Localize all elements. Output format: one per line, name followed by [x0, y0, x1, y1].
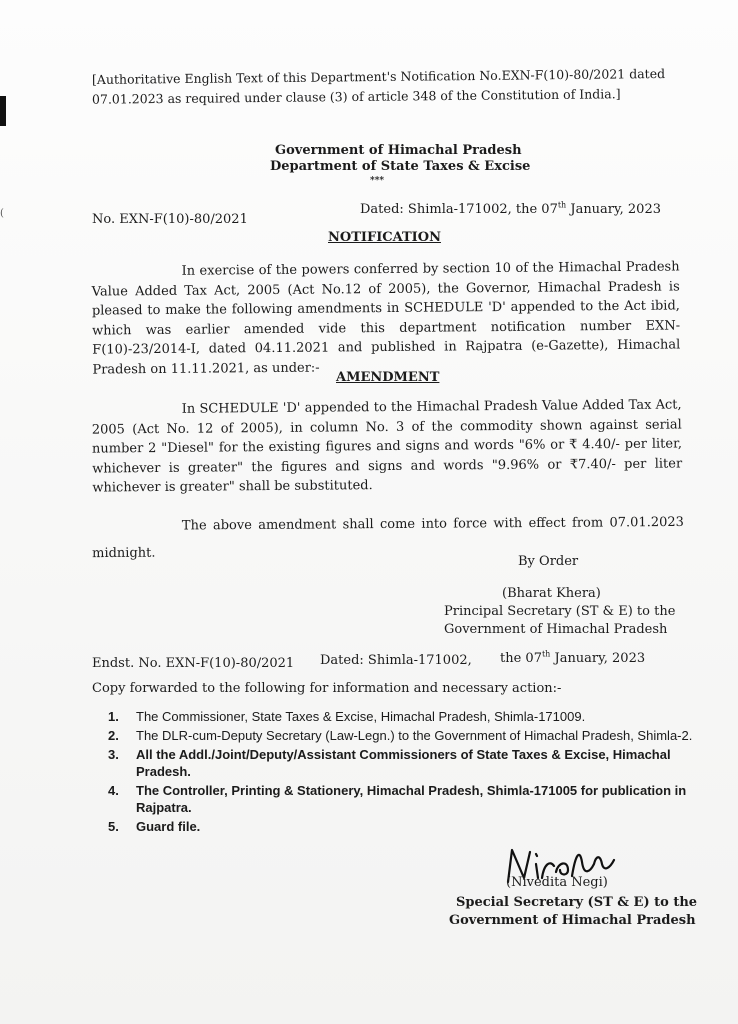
list-item-text: The Commissioner, State Taxes & Excise, Himachal Pradesh, Shimla-171009. [136, 709, 586, 724]
header-note-line-1: [Authoritative English Text of this Department's Notification No.EXN-F(10)-80/2021 dated [91, 65, 666, 88]
amendment-heading: AMENDMENT [336, 370, 440, 385]
list-item-number: 4. [108, 783, 119, 798]
list-item-text: The DLR-cum-Deputy Secretary (Law-Legn.) to the Government of Himachal Pradesh, Shimla-2. [136, 728, 693, 743]
notification-number: No. EXN-F(10)-80/2021 [92, 212, 248, 227]
notification-heading: NOTIFICATION [328, 230, 441, 245]
header-stars: *** [370, 176, 385, 186]
list-item-number: 2. [108, 728, 119, 743]
list-item [108, 708, 698, 725]
signatory-name: (Nivedita Negi) [506, 875, 608, 890]
order-signatory-designation-1: Principal Secretary (ST & E) to the [444, 604, 676, 619]
endorsement-dated: Dated: Shimla-171002, [320, 653, 472, 668]
recipient-list [108, 708, 698, 837]
endorsement-date-suffix: January, 2023 [550, 651, 646, 666]
amendment-effect: The above amendment shall come into force with effect from 07.01.2023 midnight. [92, 514, 684, 562]
list-item-text: The Controller, Printing & Stationery, Himachal Pradesh, Shimla-171005 for publication in Rajpatra. [136, 783, 687, 815]
order-signatory-designation-2: Government of Himachal Pradesh [444, 622, 668, 637]
signatory-designation-2: Government of Himachal Pradesh [449, 913, 696, 928]
endorsement-number: Endst. No. EXN-F(10)-80/2021 [92, 656, 295, 671]
endorsement-date [500, 650, 645, 668]
order-signatory-name: (Bharat Khera) [502, 586, 601, 601]
list-item-text: All the Addl./Joint/Deputy/Assistant Commissioners of State Taxes & Excise, Himachal Pradesh. [136, 747, 671, 779]
list-item [108, 746, 698, 780]
by-order-label: By Order [518, 554, 579, 569]
notification-date-suffix: January, 2023 [566, 202, 661, 217]
notification-date-sup: th [557, 200, 567, 210]
endorsement-date-sup: th [541, 649, 551, 659]
list-item-number: 5. [108, 819, 119, 834]
notification-body: In exercise of the powers conferred by section 10 of the Himachal Pradesh Value Added Tax Act, 2005 (Act No.12 of 2005), the Governor, Himachal Pradesh is pleased to make the following amendments in SCHEDULE 'D' appended to the Act ibid, which was earlier amended vide this department notification number EXN-F(10)-23/2014-I, dated 04.11.2021 and published in Rajpatra (e-Gazette), Himachal Pradesh on 11.11.2021, as under:- [91, 259, 681, 378]
list-item-number: 1. [108, 709, 119, 724]
scan-edge-tick: ( [0, 208, 4, 219]
list-item [108, 818, 698, 835]
list-item [108, 782, 698, 816]
signatory-designation-1: Special Secretary (ST & E) to the [456, 895, 698, 910]
list-item [108, 727, 698, 744]
scan-edge-mark [0, 96, 6, 126]
list-item-number: 3. [108, 747, 119, 762]
amendment-body: In SCHEDULE 'D' appended to the Himachal Pradesh Value Added Tax Act, 2005 (Act No. 12 of 2005), in column No. 3 of the commodity shown against serial number 2 "Diesel" for the existing figures and signs and words "6% or ₹ 4.40/- per liter, whichever is greater" the figures and signs and words "9.96% or ₹7.40/- per liter whichever is greater" shall be substituted. [91, 397, 683, 496]
notification-date-prefix: Dated: Shimla-171002, the 07 [360, 202, 558, 217]
copy-forwarded-line: Copy forwarded to the following for information and necessary action:- [92, 681, 562, 696]
header-note-line-2: 07.01.2023 as required under clause (3) of article 348 of the Constitution of India.] [91, 86, 621, 107]
government-title: Government of Himachal Pradesh [275, 143, 522, 158]
endorsement-date-prefix: the 07 [500, 651, 542, 666]
department-title: Department of State Taxes & Excise [270, 159, 531, 174]
list-item-text: Guard file. [136, 819, 201, 834]
notification-date [360, 201, 661, 219]
